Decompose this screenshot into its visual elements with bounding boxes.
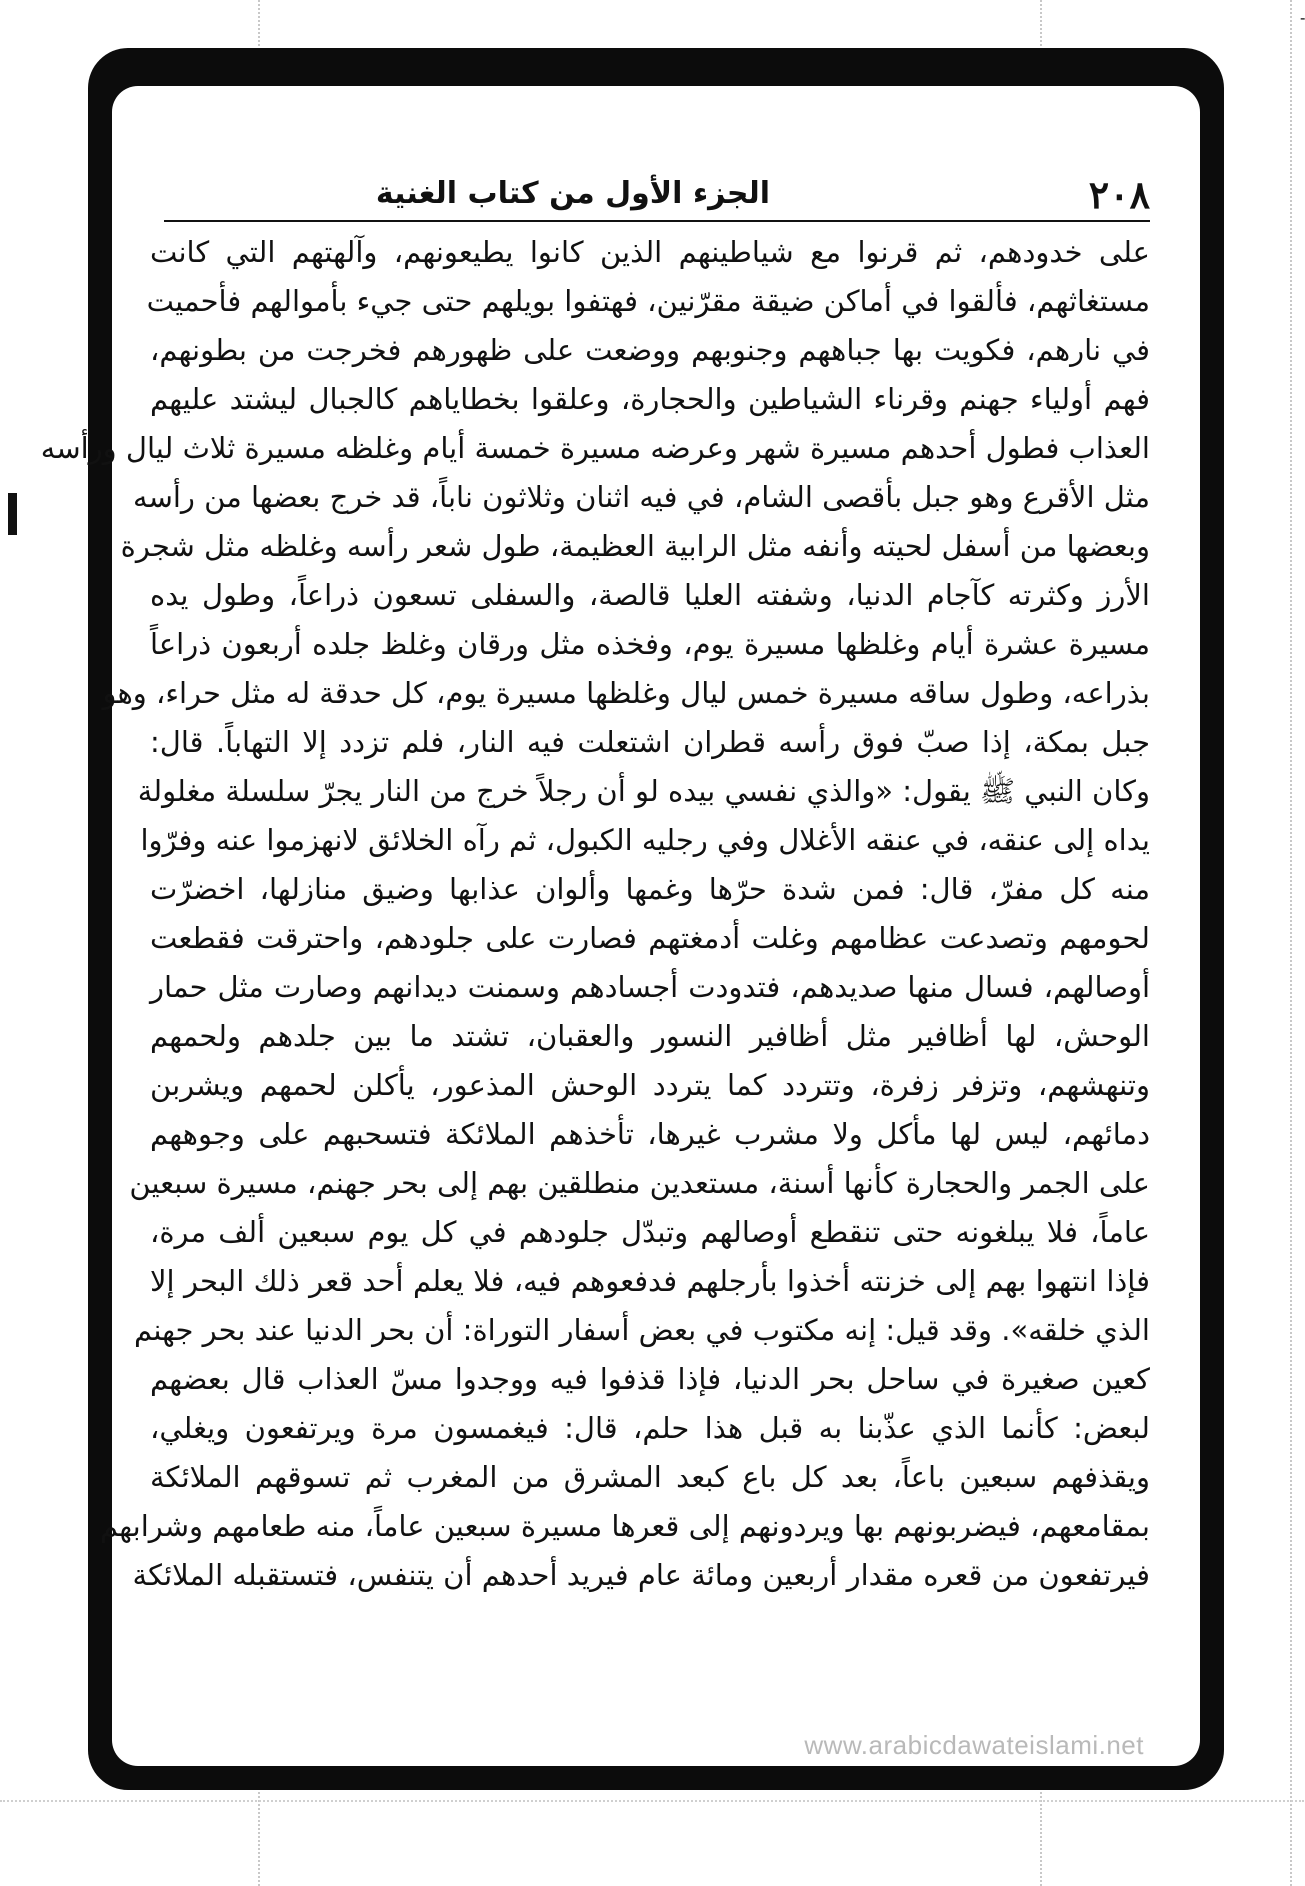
text-line: الذي خلقه». وقد قيل: إنه مكتوب في بعض أسفار التوراة: أن بحر الدنيا عند بحر جهنم [134,1313,1150,1347]
text-line: جبل بمكة، إذا صبّ فوق رأسه قطران اشتعلت فيه النار، فلم تزدد إلا التهاباً. قال: [150,725,1150,759]
running-title: الجزء الأول من كتاب الغنية [375,176,770,211]
text-line: يداه إلى عنقه، في عنقه الأغلال وفي رجليه الكبول، ثم رآه الخلائق لانهزموا عنه وفرّوا [140,823,1150,857]
watermark: www.arabicdawateislami.net [804,1730,1144,1760]
text-line: لبعض: كأنما الذي عذّبنا به قبل هذا حلم، قال: فيغمسون مرة ويرتفعون ويغلي، [150,1411,1150,1445]
text-line: الأرز وكثرته كآجام الدنيا، وشفته العليا قالصة، والسفلى تسعون ذراعاً، وطول يده [150,578,1150,612]
text-line: كعين صغيرة في ساحل بحر الدنيا، فإذا قذفوا فيه ووجدوا مسّ العذاب قال بعضهم [150,1362,1150,1396]
text-line: وكان النبي ﷺ يقول: «والذي نفسي بيده لو أن رجلاً خرج من النار يجرّ سلسلة مغلولة [137,774,1150,808]
text-line: منه كل مفرّ، قال: فمن شدة حرّها وغمها وألوان عذابها وضيق منازلها، اخضرّت [150,872,1150,906]
text-line: مسيرة عشرة أيام وغلظها مسيرة يوم، وفخذه مثل ورقان وغلظ جلده أربعون ذراعاً [150,627,1150,661]
text-line: الوحش، لها أظافير مثل أظافير النسور والعقبان، تشتد ما بين جلدهم ولحمهم [150,1019,1150,1053]
page-header [164,170,1150,222]
text-line: في نارهم، فكويت بها جباههم وجنوبهم ووضعت على ظهورهم فخرجت من بطونهم، [150,333,1150,367]
text-line: مثل الأقرع وهو جبل بأقصى الشام، في فيه اثنان وثلاثون ناباً، قد خرج بعضها من رأسه [133,480,1150,514]
text-line: بذراعه، وطول ساقه مسيرة خمس ليال وغلظها مسيرة يوم، كل حدقة له مثل حراء، وهو [102,676,1150,710]
scan-guide-line [0,1800,1304,1802]
text-line: على الجمر والحجارة كأنها أسنة، مستعدين منطلقين بهم إلى بحر جهنم، مسيرة سبعين [129,1166,1150,1200]
text-line: أوصالهم، فسال منها صديدهم، فتدودت أجسادهم وسمنت ديدانهم وصارت مثل حمار [150,970,1150,1004]
text-line: فيرتفعون من قعره مقدار أربعين ومائة عام فيريد أحدهم أن يتنفس، فتستقبله الملائكة [132,1558,1150,1592]
text-line: العذاب فطول أحدهم مسيرة شهر وعرضه مسيرة خمسة أيام وغلظه مسيرة ثلاث ليال ورأسه [40,431,1150,465]
body-text [40,228,1150,1600]
text-line: وتنهشهم، وتزفر زفرة، وتتردد كما يتردد الوحش المذعور، يأكلن لحمهم ويشربن [150,1068,1150,1102]
text-line: فإذا انتهوا بهم إلى خزنته أخذوا بأرجلهم فدفعوهم فيه، فلا يعلم أحد قعر ذلك البحر إلا [150,1264,1150,1298]
text-line: بمقامعهم، فيضربونهم بها ويردونهم إلى قعرها مسيرة سبعين عاماً، منه طعامهم وشرابهم [99,1509,1150,1543]
text-line: فهم أولياء جهنم وقرناء الشياطين والحجارة، وعلقوا بخطاياهم كالجبال ليشتد عليهم [150,382,1150,416]
text-line: وبعضها من أسفل لحيته وأنفه مثل الرابية العظيمة، طول شعر رأسه وغلظه مثل شجرة [120,529,1150,563]
text-line: مستغاثهم، فألقوا في أماكن ضيقة مقرّنين، فهتفوا بويلهم حتى جيء بأموالهم فأحميت [146,284,1150,318]
margin-mark [8,493,17,535]
text-line: ويقذفهم سبعين باعاً، بعد كل باع كبعد المشرق من المغرب ثم تسوقهم الملائكة [150,1460,1150,1494]
text-line: لحومهم وتصدعت عظامهم وغلت أدمغتهم فصارت على جلودهم، واحترقت فقطعت [150,921,1150,955]
text-line: دمائهم، ليس لها مأكل ولا مشرب غيرها، تأخذهم الملائكة فتسحبهم على وجوههم [150,1117,1150,1151]
text-line: عاماً، فلا يبلغونه حتى تنقطع أوصالهم وتبدّل جلودهم في كل يوم سبعين ألف مرة، [150,1215,1150,1249]
page-number: ٢٠٨ [1088,172,1150,217]
corner-mark: - [1300,8,1305,27]
scan-guide-line [1290,0,1292,1886]
text-line: على خدودهم، ثم قرنوا مع شياطينهم الذين كانوا يطيعونهم، وآلهتهم التي كانت [150,235,1150,269]
